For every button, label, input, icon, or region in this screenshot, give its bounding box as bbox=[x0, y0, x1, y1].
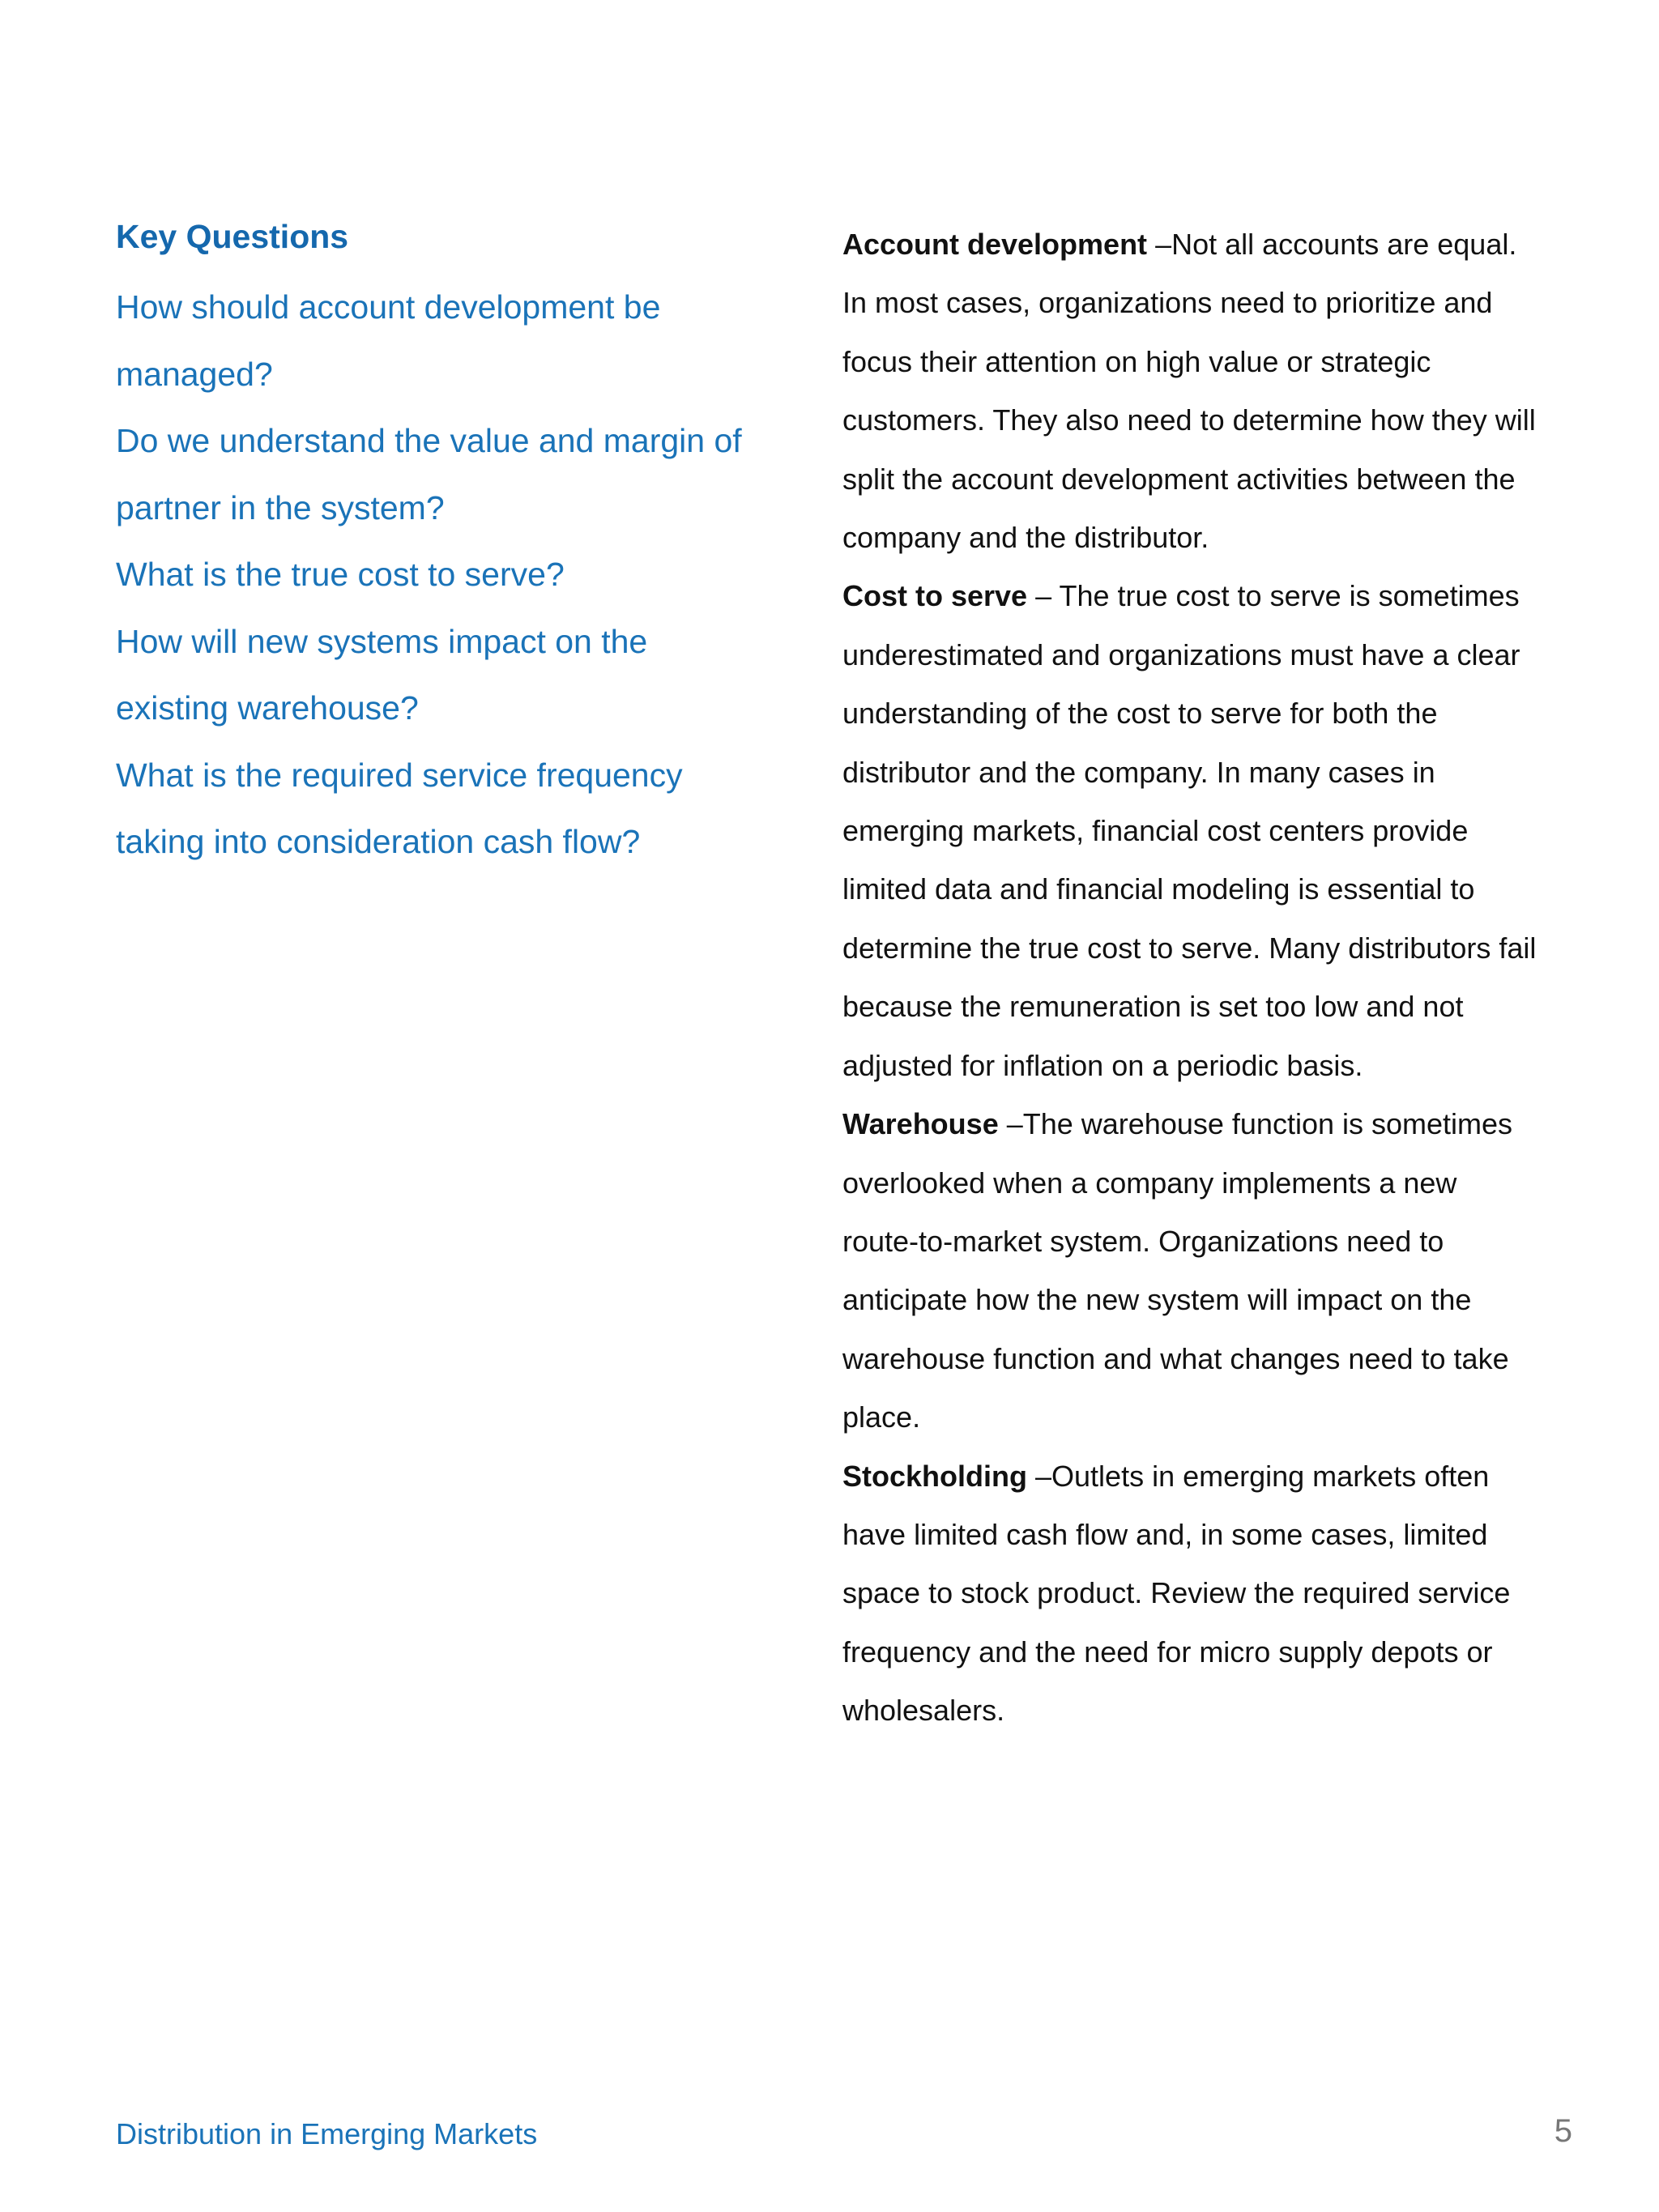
key-question-3: What is the true cost to serve? bbox=[116, 556, 565, 593]
section-term: Warehouse bbox=[842, 1107, 999, 1141]
section-term: Account development bbox=[842, 228, 1148, 261]
section-text: –Outlets in emerging markets often have limited cash flow and, in some cases, limited space to stock product. Review the required service frequency and the need for micro supply depots or wholesalers. bbox=[842, 1459, 1511, 1728]
section-term: Stockholding bbox=[842, 1459, 1027, 1493]
section-warehouse bbox=[842, 1095, 1539, 1447]
section-stockholding bbox=[842, 1447, 1539, 1741]
key-question-5: What is the required service frequency taking into consideration cash flow? bbox=[116, 756, 683, 860]
section-term: Cost to serve bbox=[842, 579, 1028, 613]
section-account-development bbox=[842, 215, 1539, 567]
key-questions-heading: Key Questions bbox=[116, 218, 349, 255]
key-question-1: How should account development be managed? bbox=[116, 288, 661, 393]
section-cost-to-serve bbox=[842, 567, 1539, 1095]
section-text: – The true cost to serve is sometimes underestimated and organizations must have a clear understanding of the cost to serve for both the distributor and the company. In many cases in emerging markets, financial cost centers provide limited data and financial modeling is essential to determine the true cost to serve. Many distributors fail because the remuneration is set too low and not adjusted for inflation on a periodic basis. bbox=[842, 579, 1537, 1082]
key-questions-panel bbox=[116, 209, 764, 876]
key-question-4: How will new systems impact on the existing warehouse? bbox=[116, 622, 648, 727]
body-text-column bbox=[842, 215, 1539, 1741]
key-question-2: Do we understand the value and margin of partner in the system? bbox=[116, 422, 742, 526]
page-number: 5 bbox=[1554, 2113, 1572, 2149]
section-text: –The warehouse function is sometimes overlooked when a company implements a new route-to-market system. Organizations need to anticipate how the new system will impact on the warehouse function and what changes need to take place. bbox=[842, 1107, 1513, 1434]
footer-document-title: Distribution in Emerging Markets bbox=[116, 2117, 538, 2150]
section-text: –Not all accounts are equal. In most cases, organizations need to prioritize and focus their attention on high value or strategic customers. They also need to determine how they will split the account development activities between the company and the distributor. bbox=[842, 228, 1536, 555]
